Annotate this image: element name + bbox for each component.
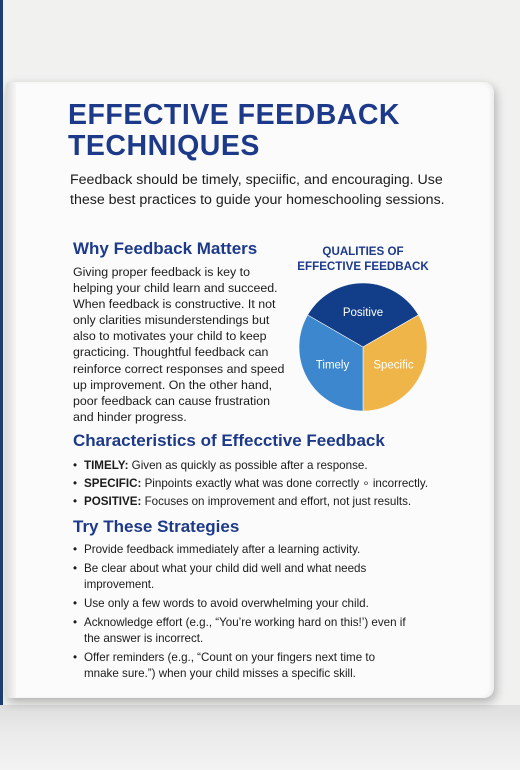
why-feedback-heading: Why Feedback Matters: [73, 239, 258, 258]
strategies-heading: Try These Strategies: [73, 517, 240, 536]
page-left-edge: [0, 0, 3, 770]
title-line-2: TECHNIQUES: [68, 130, 260, 162]
document-title: [68, 100, 400, 162]
qualities-pie-chart: [296, 280, 430, 414]
list-item: • Provide feedback immediately after a learning activity.: [73, 542, 413, 558]
list-item: [73, 457, 473, 475]
characteristic-term: SPECIFIC:: [84, 477, 142, 490]
list-item: • Be clear about what your child did well and what needs improvement.: [73, 561, 413, 593]
why-feedback-body: Giving proper feedback is key to helping your child learn and succeed. When feedback is constructive. It not only clarities misunderstendings but also to motivates your child to keep gracticing. Thoughtful feedback can reinforce correct responses and speed up improvement. On the other hand, poor feedback can cause frustration and hinder progress.: [73, 265, 285, 424]
strategies-list: [73, 542, 413, 685]
title-line-1: EFFECTIVE FEEDBACK: [68, 99, 401, 131]
characteristics-list: [73, 457, 473, 511]
characteristic-term: TIMELY:: [84, 459, 129, 472]
page-spine: [6, 82, 16, 698]
characteristic-term: POSITIVE:: [84, 495, 142, 508]
list-item: • Use only a few words to avoid overwhelming your child.: [73, 596, 413, 612]
list-item: • Acknowledge effort (e.g., “You’re working hard on this!’) even if the answer is incorrect.: [73, 615, 413, 647]
characteristics-heading: Characteristics of Effecctive Feedback: [73, 431, 385, 450]
intro-paragraph: Feedback should be timely, speciific, and encouraging. Use these best practices to guide your homeschooling sessions.: [70, 172, 445, 208]
list-item: [73, 475, 473, 493]
background-shadow: [0, 705, 520, 770]
list-item: • Offer reminders (e.g., “Count on your fingers next time to mnake sure.”) when your child misses a specific skill.: [73, 650, 413, 682]
pie-label-positive: Positive: [342, 306, 384, 319]
list-item: [73, 493, 473, 511]
chart-title: QUALITIES OF EFFECTIVE FEEDBACK: [297, 245, 429, 273]
pie-label-timely: Timely: [315, 359, 350, 372]
characteristic-text: Focuses on improvement and effort, not just results.: [141, 495, 412, 508]
characteristic-text: Pinpoints exactly what was done correctly ∘ incorrectly.: [141, 477, 429, 490]
pie-label-specific: Specific: [373, 359, 414, 372]
characteristic-text: Given as quickly as possible after a response.: [128, 459, 368, 472]
